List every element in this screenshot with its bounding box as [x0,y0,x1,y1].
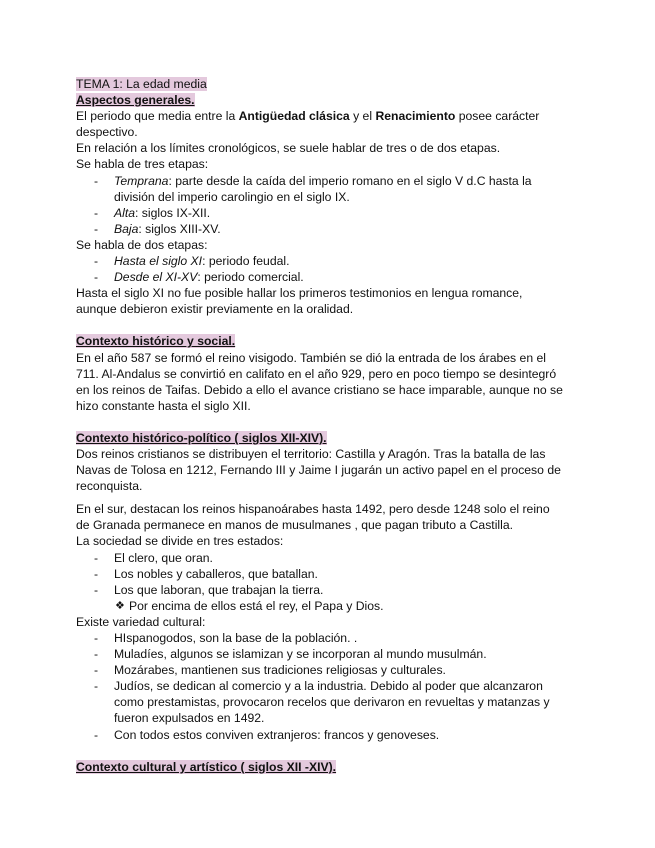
paragraph: El periodo que media entre la Antigüedad clásica y el Renacimiento posee carácter despectivo. [76,109,540,140]
bullet-dash: - [94,566,99,581]
list-item: - Muladíes, algunos se islamizan y se incorporan al mundo musulmán. [94,647,487,662]
section-heading-aspectos: Aspectos generales. [76,93,195,108]
bullet-dash: - [94,679,99,694]
section-heading-contexto-historico: Contexto histórico y social. [76,334,236,349]
paragraph: En el sur, destacan los reinos hispanoárabes hasta 1492, pero desde 1248 solo el reino de Granada permanece en manos de musulmanes , que pagan tributo a Castilla. [76,502,550,533]
section-heading-contexto-politico: Contexto histórico-político ( siglos XII-XIV). [76,430,327,445]
list-item: - Con todos estos conviven extranjeros: francos y genoveses. [94,727,440,742]
paragraph: La sociedad se divide en tres estados: [76,534,284,549]
paragraph: Existe variedad cultural: [76,614,206,629]
paragraph: Se habla de dos etapas: [76,237,208,252]
bullet-dash: - [94,270,99,285]
list-item: - Alta: siglos IX-XII. [94,205,211,220]
list-item: - Los nobles y caballeros, que batallan. [94,566,318,581]
list-item: - Baja: siglos XIII-XV. [94,221,221,236]
bullet-dash: - [94,173,99,188]
list-item: - Judíos, se dedican al comercio y a la industria. Debido al poder que alcanzaron como prestamistas, provocaron recelos que derivaron en revueltas y matanzas y fueron expulsados en 1492. [94,679,550,726]
paragraph: En relación a los límites cronológicos, se suele hablar de tres o de dos etapas. [76,141,501,156]
bullet-dash: - [94,582,99,597]
bullet-dash: - [94,550,99,565]
sub-list-item: ❖ Por encima de ellos está el rey, el Papa y Dios. [115,598,384,613]
list-item: - Los que laboran, que trabajan la tierra. [94,582,324,597]
bullet-dash: - [94,631,99,645]
list-item: - Mozárabes, mantienen sus tradiciones religiosas y culturales. [94,663,446,678]
diamond-icon: ❖ [115,599,125,612]
bullet-dash: - [94,647,99,662]
list-item: - Hasta el siglo XI: periodo feudal. [94,254,290,269]
list-item: - Desde el XI-XV: periodo comercial. [94,270,304,285]
paragraph: Hasta el siglo XI no fue posible hallar los primeros testimonios en lengua romance, aunque debieron existir previamente en la oralidad. [76,286,523,317]
paragraph: Se habla de tres etapas: [76,157,209,172]
bullet-dash: - [94,254,99,269]
bullet-dash: - [94,663,99,678]
document-title: TEMA 1: La edad media [76,77,207,91]
bullet-dash: - [94,221,99,236]
bullet-dash: - [94,727,99,742]
bullet-dash: - [94,205,99,220]
list-item: - El clero, que oran. [94,550,213,565]
section-heading-contexto-cultural: Contexto cultural y artístico ( siglos XII -XIV). [76,759,337,774]
paragraph: Dos reinos cristianos se distribuyen el territorio: Castilla y Aragón. Tras la batalla de las Navas de Tolosa en 1212, Fernando III y Jaime I jugarán un activo papel en el proceso de reconquista. [76,446,561,494]
list-item: - Temprana: parte desde la caída del imperio romano en el siglo V d.C hasta la división del imperio carolingio en el siglo IX. [94,173,532,204]
paragraph: En el año 587 se formó el reino visigodo. También se dió la entrada de los árabes en el 711. Al-Andalus se convirtió en califato en el año 929, pero en poco tiempo se desintegró en los reinos de Taifas. Debido a ello el avance cristiano se hace imparable, aunque no se hizo constante hasta el siglo XII. [76,350,563,413]
list-item: - HIspanogodos, son la base de la población. . [94,631,358,645]
